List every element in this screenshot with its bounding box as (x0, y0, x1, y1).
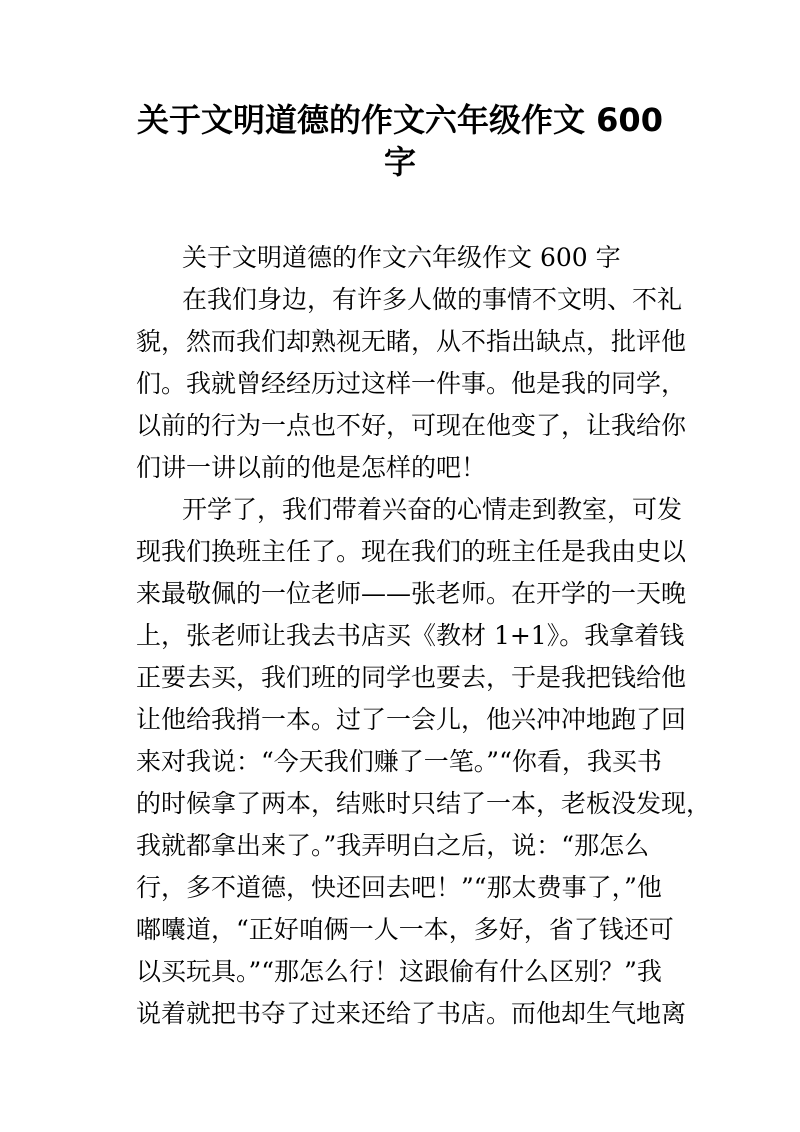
document-body (136, 237, 712, 1035)
body-line: 貌，然而我们却熟视无睹，从不指出缺点，批评他 (136, 327, 687, 356)
body-line: 们讲一讲以前的他是怎样的吧！ (136, 453, 487, 482)
body-line: 上，张老师让我去书店买《教材 1+1》。我拿着钱 (136, 621, 685, 650)
body-line: 开学了，我们带着兴奋的心情走到教室，可发 (182, 495, 683, 524)
title-line: 字 (383, 143, 416, 181)
body-line: 我就都拿出来了。”我弄明白之后，说：“那怎么 (136, 831, 650, 860)
body-line: 行，多不道德，快还回去吧！”“那太费事了，”他 (136, 873, 662, 902)
title-line: 关于文明道德的作文六年级作文 600 (137, 101, 663, 139)
body-line: 关于文明道德的作文六年级作文 600 字 (182, 243, 621, 272)
body-line: 正要去买，我们班的同学也要去，于是我把钱给他 (136, 663, 687, 692)
body-line: 在我们身边，有许多人做的事情不文明、不礼 (182, 285, 683, 314)
body-line: 来对我说：“今天我们赚了一笔。”“你看，我买书 (136, 747, 662, 776)
body-line: 让他给我捎一本。过了一会儿，他兴冲冲地跑了回 (136, 705, 687, 734)
body-line: 以买玩具。”“那怎么行！这跟偷有什么区别？”我 (136, 957, 662, 986)
document-title (0, 96, 800, 180)
body-line: 现我们换班主任了。现在我们的班主任是我由史以 (136, 537, 687, 566)
body-line: 来最敬佩的一位老师——张老师。在开学的一天晚 (136, 579, 687, 608)
body-line: 的时候拿了两本，结账时只结了一本，老板没发现， (136, 789, 712, 818)
body-line: 嘟囔道，“正好咱俩一人一本，多好，省了钱还可 (136, 915, 674, 944)
body-line: 以前的行为一点也不好，可现在他变了，让我给你 (136, 411, 687, 440)
body-line: 说着就把书夺了过来还给了书店。而他却生气地离 (136, 999, 687, 1028)
body-line: 们。我就曾经经历过这样一件事。他是我的同学， (136, 369, 687, 398)
